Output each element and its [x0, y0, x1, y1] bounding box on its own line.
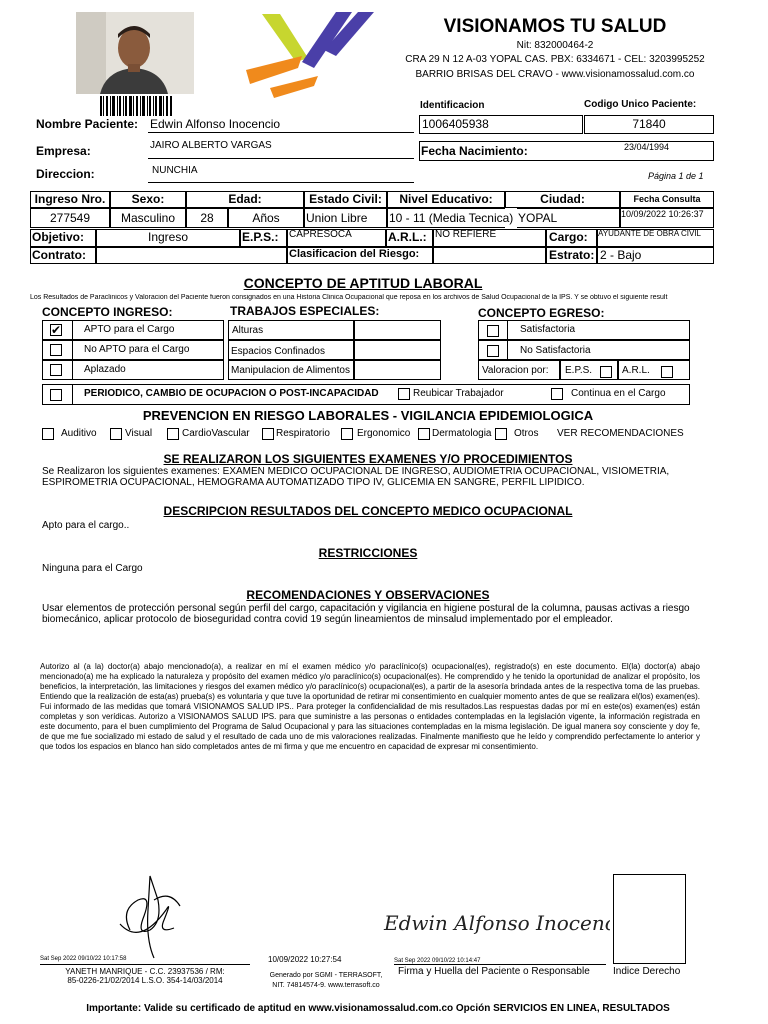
checkbox-no-apto[interactable] [50, 344, 62, 356]
th-nivel: Nivel Educativo: [387, 191, 505, 208]
contrato-label: Contrato: [30, 247, 96, 264]
eps-value: CAPRESOCA [287, 229, 386, 247]
nombre-label: Nombre Paciente: [36, 117, 139, 131]
checkbox-auditivo[interactable] [42, 428, 54, 440]
td-ciudad: YOPAL [517, 208, 620, 228]
trabajos-title: TRABAJOS ESPECIALES: [230, 304, 380, 318]
td-sexo: Masculino [110, 208, 186, 228]
egreso-satisfactoria: Satisfactoria [520, 324, 576, 335]
prevencion-ergonomico: Ergonomico [357, 428, 411, 439]
direccion-underline [148, 182, 414, 183]
examenes-text: Se Realizaron los siguientes examenes: EXAMEN MEDICO OCUPACIONAL DE INGRESO, AUDIOMETRIA OCUPACIONAL, VISIOMETRIA, ESPIROMETRIA OCUPACIONAL, HEMOGRAMA AUTOMATIZADO TIPO IV, GLICEMIA EN SANGRE, PERFIL LIPIDICO. [42, 466, 670, 488]
prevencion-respiratorio: Respiratorio [276, 428, 330, 439]
egreso-divider [507, 320, 508, 360]
checkbox-continua[interactable] [551, 388, 563, 400]
checkbox-cardiovascular[interactable] [167, 428, 179, 440]
checkbox-valoracion-eps[interactable] [600, 366, 612, 378]
restricciones-title: RESTRICCIONES [318, 546, 418, 560]
prevencion-title: PREVENCION EN RIESGO LABORALES - VIGILANCIA EPIDEMIOLOGICA [142, 408, 594, 423]
th-sexo: Sexo: [110, 191, 186, 208]
clinic-logo [240, 10, 380, 100]
trabajos-box-0b [354, 320, 441, 340]
prevencion-visual: Visual [125, 428, 153, 439]
nit-terrasoft: NIT. 74814574-9. www.terrasoft.co [272, 982, 380, 989]
doctor-stamp: Sat Sep 2022 09/10/22 10:17:58 [40, 956, 127, 962]
concepto-title: CONCEPTO DE APTITUD LABORAL [243, 275, 483, 291]
direccion-label: Direccion: [36, 167, 95, 181]
th-ciudad: Ciudad: [505, 191, 620, 208]
reubicar-label: Reubicar Trabajador [413, 388, 504, 399]
prevencion-auditivo: Auditivo [61, 428, 97, 439]
paciente-label: Firma y Huella del Paciente o Responsable [398, 966, 590, 977]
footer-note: Importante: Valide su certificado de aptitud en www.visionamossalud.com.co Opción SERVICIOS EN LINEA, RESULTADOS [86, 1003, 670, 1014]
arl-label: A.R.L.: [386, 229, 433, 247]
clinic-address-2: BARRIO BRISAS DEL CRAVO - www.visionamossalud.com.co [415, 69, 695, 80]
empresa-value: JAIRO ALBERTO VARGAS [150, 140, 272, 151]
descripcion-text: Apto para el cargo.. [42, 520, 130, 531]
descripcion-title: DESCRIPCION RESULTADOS DEL CONCEPTO MEDICO OCUPACIONAL [163, 504, 573, 518]
doctor-name: YANETH MANRIQUE - C.C. 23937536 / RM: [65, 967, 225, 976]
periodico-label: PERIODICO, CAMBIO DE OCUPACION O POST-INCAPACIDAD [84, 388, 379, 399]
checkbox-valoracion-arl[interactable] [661, 366, 673, 378]
periodico-divider [72, 384, 73, 405]
td-ingreso: 277549 [30, 208, 110, 228]
restricciones-text: Ninguna para el Cargo [42, 563, 143, 574]
trabajos-box-1b [354, 340, 441, 360]
valoracion-eps-label: E.P.S. [565, 365, 593, 376]
fecha-nac-value: 23/04/1994 [624, 142, 670, 152]
generado-label: Generado por SGMI - TERRASOFT, [269, 972, 383, 979]
checkbox-dermatologia[interactable] [418, 428, 430, 440]
valoracion-arl-label: A.R.L. [622, 365, 650, 376]
recomendaciones-title: RECOMENDACIONES Y OBSERVACIONES [246, 588, 490, 602]
ingreso-option-box-2 [42, 360, 224, 380]
fecha-firma: 10/09/2022 10:27:54 [268, 955, 342, 964]
cargo-value: AYUDANTE DE OBRA CIVIL [597, 229, 714, 247]
checkbox-no-satisfactoria[interactable] [487, 345, 499, 357]
fecha-nac-label: Fecha Nacimiento: [421, 144, 528, 158]
checkbox-reubicar[interactable] [398, 388, 410, 400]
th-ingreso: Ingreso Nro. [30, 191, 110, 208]
td-nivel: 10 - 11 (Media Tecnica) [387, 208, 505, 228]
checkbox-otros[interactable] [495, 428, 507, 440]
egreso-box-0 [478, 320, 690, 340]
td-edad: 28 [186, 208, 228, 228]
eps-label: E.P.S.: [240, 229, 287, 247]
estrato-label: Estrato: [546, 247, 597, 264]
clinic-name: VISIONAMOS TU SALUD [443, 16, 667, 37]
codigo-value: 71840 [584, 115, 714, 134]
th-fecha: Fecha Consulta [620, 191, 714, 208]
checkbox-aplazado[interactable] [50, 364, 62, 376]
td-edad-unit: Años [228, 208, 304, 228]
checkbox-respiratorio[interactable] [262, 428, 274, 440]
ingreso-option-no-apto: No APTO para el Cargo [84, 344, 190, 355]
indice-label: Indice Derecho [613, 966, 681, 977]
identificacion-value: 1006405938 [419, 115, 583, 134]
td-estado: Union Libre [304, 208, 387, 228]
barcode [100, 96, 172, 116]
clasif-label: Clasificacion del Riesgo: [287, 247, 433, 264]
consentimiento-text: Autorizo al (a la) doctor(a) abajo mencionado(a), a realizar en mí el examen médico y/o paraclínico(s) ocupacional(es), registrado(s) en este documento. El(la) doctor(a) abajo mencionado(a) me ha explicado la naturaleza y propósito del examen médico y/o paraclínico(s) ocupacional(es). He comprendido y he tenido la oportunidad de analizar el propósito, los beneficios, la interpretación, las limitaciones y riesgos del examen médico y/o paraclínico(s) ocupacional(es), a partir de la asesoría brindada antes de la respectiva toma de las pruebas. Entiendo que la realización de esta(as) prueba(s) es voluntaria y que tuve la oportunidad de retirar mi consentimiento en cualquier momento antes de que se realizara el(los) examen(es). Fui informado de las medidas que tomará VISIONAMOS SALUD IPS.. Para proteger la confidencialidad de mis resultados.Las respuestas dadas por mí en este(os) examen(es) están completas y son verídicas. Autorizo a VISIONAMOS SALUD IPS. para que suministre a las personas o entidades contempladas en la legislación vigente, la información registrada en este documento, para el buen cumplimiento del Programa de Salud Ocupacional y para las situaciones contempladas en la misma legislación. De igual manera soy consciente y doy fe, de que me fue socializado mi estado de salud y el resultado de cada uno de mis valoraciones realizadas. Finalmente manifiesto que he leído y comprendido perfectamente lo anterior y que todos los espacios en blanco han sido completados antes de mi firma y que me encuentro en capacidad de expresar mi consentimiento. [40, 662, 700, 751]
checkbox-ergonomico[interactable] [341, 428, 353, 440]
nombre-underline [148, 132, 414, 133]
trabajos-box-2b [354, 360, 441, 380]
huella-box [613, 874, 686, 964]
empresa-label: Empresa: [36, 144, 91, 158]
ingreso-divider [72, 320, 73, 380]
trabajo-espacios: Espacios Confinados [231, 346, 325, 357]
identificacion-label: Identificacion [420, 100, 485, 111]
paciente-stamp: Sat Sep 2022 09/10/22 10:14:47 [394, 958, 481, 964]
concepto-egreso-title: CONCEPTO EGRESO: [478, 306, 605, 320]
trabajo-alturas: Alturas [232, 325, 264, 336]
prevencion-cardiovascular: CardioVascular [182, 428, 250, 439]
egreso-no-satisfactoria: No Satisfactoria [520, 345, 591, 356]
trabajo-alimentos: Manipulacion de Alimentos [231, 365, 350, 376]
doctor-signature [100, 870, 190, 965]
contrato-value [96, 247, 287, 264]
doctor-signature-line [40, 964, 250, 965]
ingreso-option-apto: APTO para el Cargo [84, 324, 175, 335]
recomendaciones-text: Usar elementos de protección personal según perfil del cargo, capacitación y vigilancia en higiene postural de la columna, pausas activas a riesgo biomecánico, aplicar protocolo de bioseguridad contra covid 19 según lineamientos de minsalud implementado por el empleador. [42, 603, 690, 625]
clinic-nit: Nit: 832000464-2 [516, 40, 594, 51]
checkbox-apto[interactable]: ✔ [51, 323, 62, 337]
prevencion-dermatologia: Dermatologia [432, 428, 492, 439]
continua-label: Continua en el Cargo [571, 388, 666, 399]
concepto-intro: Los Resultados de Paraclinicos y Valoracion del Paciente fueron consignados en una Historia Clinica Ocupacional que reposa en los archivos de Salud Ocupacional de la IPS. Y se obtuvo el siguiente result [30, 294, 668, 301]
clasif-value [433, 247, 546, 264]
clinic-address: CRA 29 N 12 A-03 YOPAL CAS. PBX: 6334671 - CEL: 3203995252 [405, 54, 705, 65]
prevencion-ver: VER RECOMENDACIONES [557, 428, 684, 439]
examenes-title: SE REALIZARON LOS SIGUIENTES EXAMENES Y/O PROCEDIMIENTOS [163, 452, 573, 466]
valoracion-label: Valoracion por: [482, 365, 549, 376]
objetivo-value: Ingreso [96, 229, 240, 247]
paciente-signature-line [394, 964, 606, 965]
checkbox-satisfactoria[interactable] [487, 325, 499, 337]
th-edad: Edad: [186, 191, 304, 208]
checkbox-visual[interactable] [110, 428, 122, 440]
empresa-underline [148, 158, 414, 159]
pagina-label: Página 1 de 1 [648, 171, 704, 181]
objetivo-label: Objetivo: [30, 229, 96, 247]
cargo-label: Cargo: [546, 229, 597, 247]
estrato-value: 2 - Bajo [597, 247, 714, 264]
fecha-nac-box [419, 141, 714, 161]
prevencion-otros: Otros [514, 428, 539, 439]
ingreso-option-aplazado: Aplazado [84, 364, 126, 375]
codigo-label: Codigo Unico Paciente: [584, 99, 697, 110]
concepto-ingreso-title: CONCEPTO INGRESO: [42, 305, 173, 319]
patient-signature-text: Edwin Alfonso Inocencio [384, 911, 610, 935]
th-estado: Estado Civil: [304, 191, 387, 208]
checkbox-periodico[interactable] [50, 389, 62, 401]
patient-signature [380, 900, 610, 940]
patient-photo [76, 12, 194, 94]
direccion-value: NUNCHIA [152, 165, 198, 176]
td-fecha: 10/09/2022 10:26:37 [620, 208, 714, 228]
nombre-value: Edwin Alfonso Inocencio [150, 117, 281, 131]
arl-value: NO REFIERE [433, 229, 546, 247]
doctor-reg: 85-0226-21/02/2014 L.S.O. 354-14/03/2014 [67, 976, 223, 985]
